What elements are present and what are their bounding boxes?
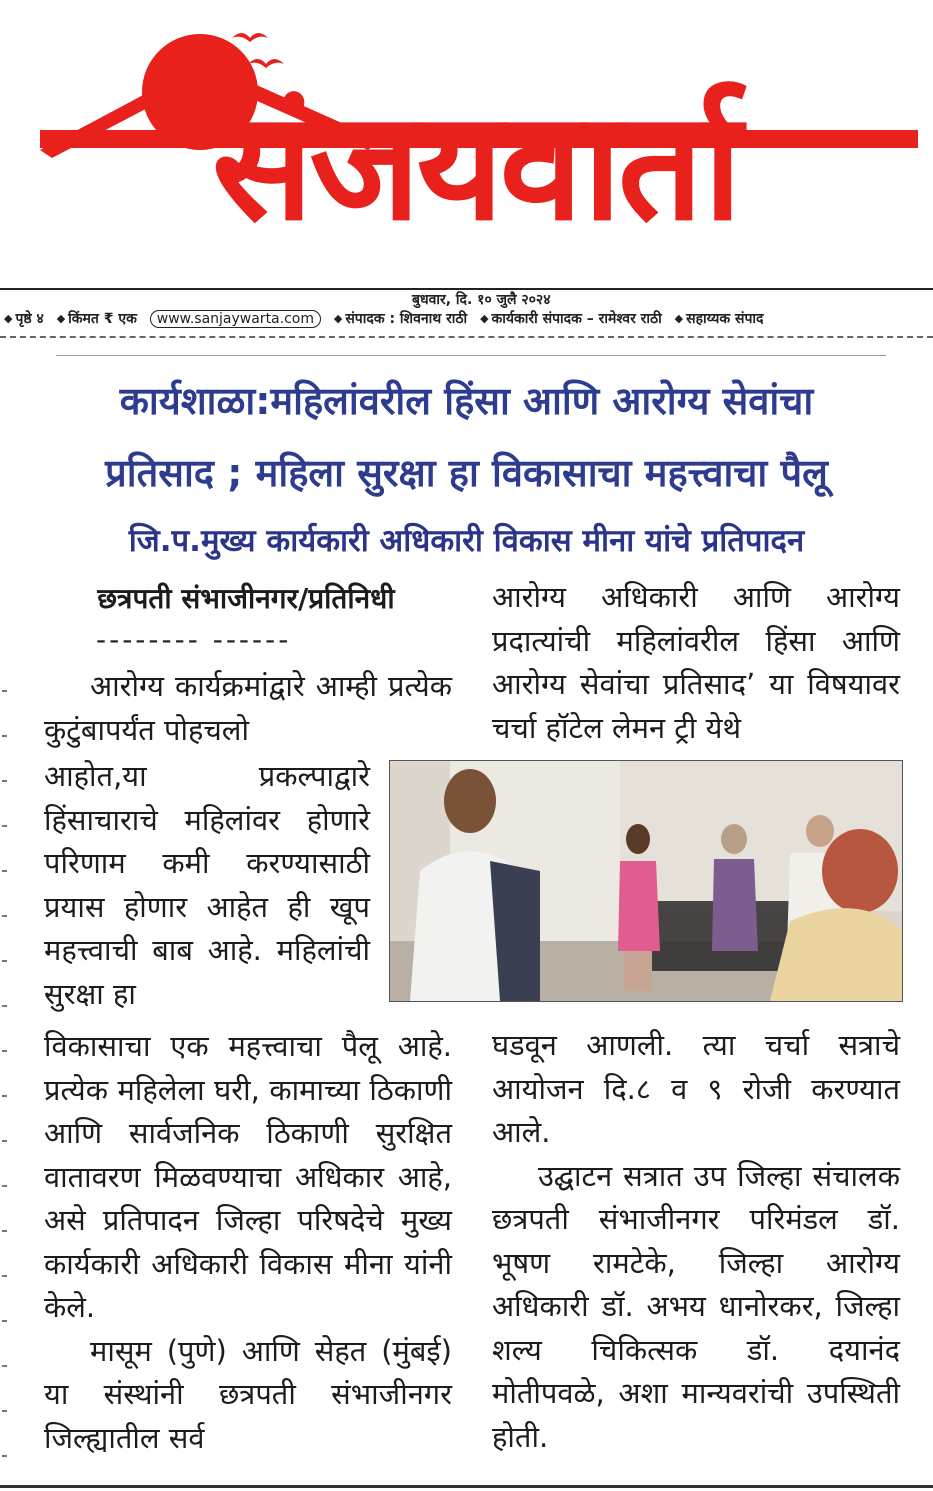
- margin-tick: [2, 1320, 7, 1322]
- paragraph: घडवून आणली. त्या चर्चा सत्राचे आयोजन दि.८ व ९ रोजी करण्यात आले.: [492, 1028, 900, 1149]
- section-divider: [56, 355, 886, 356]
- paragraph: उद्घाटन सत्रात उप जिल्हा संचालक छत्रपती संभाजीनगर परिमंडल डॉ. भूषण रामटेके, जिल्हा आरोग्य अधिकारी डॉ. अभय धानोरकर, जिल्हा शल्य चिकित्सक डॉ. दयानंद मोतीपवळे, अशा मान्यवरांची उपस्थिती होती.: [492, 1158, 900, 1454]
- margin-tick: [2, 1095, 7, 1097]
- bird-icon: [232, 33, 268, 42]
- margin-tick: [2, 960, 7, 962]
- masthead: [0, 0, 933, 262]
- headline-line-2: प्रतिसाद ; महिला सुरक्षा हा विकासाचा महत्त्वाचा पैलू: [105, 451, 828, 495]
- left-column-wrap-text: [44, 755, 370, 1016]
- margin-tick: [2, 1410, 7, 1412]
- info-bar: [4, 309, 933, 331]
- left-column-intro: [44, 665, 452, 752]
- right-column-bottom: [492, 1024, 900, 1459]
- price: किंमत ₹ एक: [68, 311, 137, 327]
- paragraph: आरोग्य अधिकारी आणि आरोग्य प्रदात्यांची महिलांवरील हिंसा आणि आरोग्य सेवांचा प्रतिसाद’ या विषयावर चर्चा हॉटेल लेमन ट्री येथे: [492, 580, 900, 745]
- margin-tick: [2, 690, 7, 692]
- page-count: पृष्ठे ४: [15, 311, 44, 327]
- margin-tick: [2, 1230, 7, 1232]
- paragraph: विकासाचा एक महत्त्वाचा पैलू आहे. प्रत्येक महिलेला घरी, कामाच्या ठिकाणी आणि सार्वजनिक ठिकाणी सुरक्षित वातावरण मिळवण्याचा अधिकार आहे, असे प्रतिपादन जिल्हा परिषदेचे मुख्य कार्यकारी अधिकारी विकास मीना यांनी केले.: [44, 1029, 452, 1324]
- right-column-top: [492, 576, 900, 750]
- diamond-bullet-icon: ◆: [56, 312, 66, 325]
- margin-tick: [2, 735, 7, 737]
- margin-tick: [2, 915, 7, 917]
- margin-tick: [2, 780, 7, 782]
- margin-tick: [2, 1455, 7, 1457]
- issue-date: बुधवार, दि. १० जुलै २०२४: [412, 292, 551, 308]
- headline-line-1: कार्यशाळा:महिलांवरील हिंसा आणि आरोग्य सेवांचा: [119, 379, 814, 423]
- diamond-bullet-icon: ◆: [480, 312, 489, 325]
- paragraph: आरोग्य कार्यक्रमांद्वारे आम्ही प्रत्येक कुटुंबापर्यंत पोहचलो: [44, 669, 452, 747]
- diamond-bullet-icon: ◆: [674, 312, 684, 325]
- margin-tick: [2, 1365, 7, 1367]
- margin-tick: [2, 1185, 7, 1187]
- margin-tick: [2, 1050, 7, 1052]
- paragraph: मासूम (पुणे) आणि सेहत (मुंबई) या संस्थांनी छत्रपती संभाजीनगर जिल्ह्यातील सर्व: [44, 1333, 452, 1455]
- bird-icon: [248, 59, 284, 68]
- article-photo: [389, 760, 903, 1002]
- margin-tick: [2, 1005, 7, 1007]
- byline-dashes: -------- ------: [96, 623, 292, 656]
- subheadline: जि.प.मुख्य कार्यकारी अधिकारी विकास मीना यांचे प्रतिपादन: [128, 523, 805, 559]
- info-bar-bottom-rule: [0, 336, 933, 338]
- website-link[interactable]: www.sanjaywarta.com: [150, 310, 321, 328]
- assistant-editor-credit: सहाय्यक संपाद: [686, 311, 764, 327]
- executive-editor-credit: कार्यकारी संपादक – रामेश्वर राठी: [491, 311, 662, 327]
- byline: छत्रपती संभाजीनगर/प्रतिनिधी: [97, 582, 395, 615]
- diamond-bullet-icon: ◆: [333, 312, 343, 325]
- workshop-photo-illustration: [390, 761, 902, 1001]
- margin-tick: [2, 825, 7, 827]
- paragraph: आहोत,या प्रकल्पाद्वारे हिंसाचाराचे महिलांवर होणारे परिणाम कमी करण्यासाठी प्रयास होणार आहेत ही खूप महत्त्वाची बाब आहे. महिलांची सुरक्षा हा: [44, 759, 370, 1011]
- masthead-title: संजयवार्ता: [211, 80, 739, 254]
- bottom-rule: [0, 1485, 933, 1488]
- margin-tick: [2, 1275, 7, 1277]
- margin-tick: [2, 1140, 7, 1142]
- diamond-bullet-icon: ◆: [4, 312, 13, 325]
- left-column-body: [44, 1025, 452, 1460]
- editor-credit: संपादक : शिवनाथ राठी: [345, 311, 468, 327]
- margin-tick: [2, 870, 7, 872]
